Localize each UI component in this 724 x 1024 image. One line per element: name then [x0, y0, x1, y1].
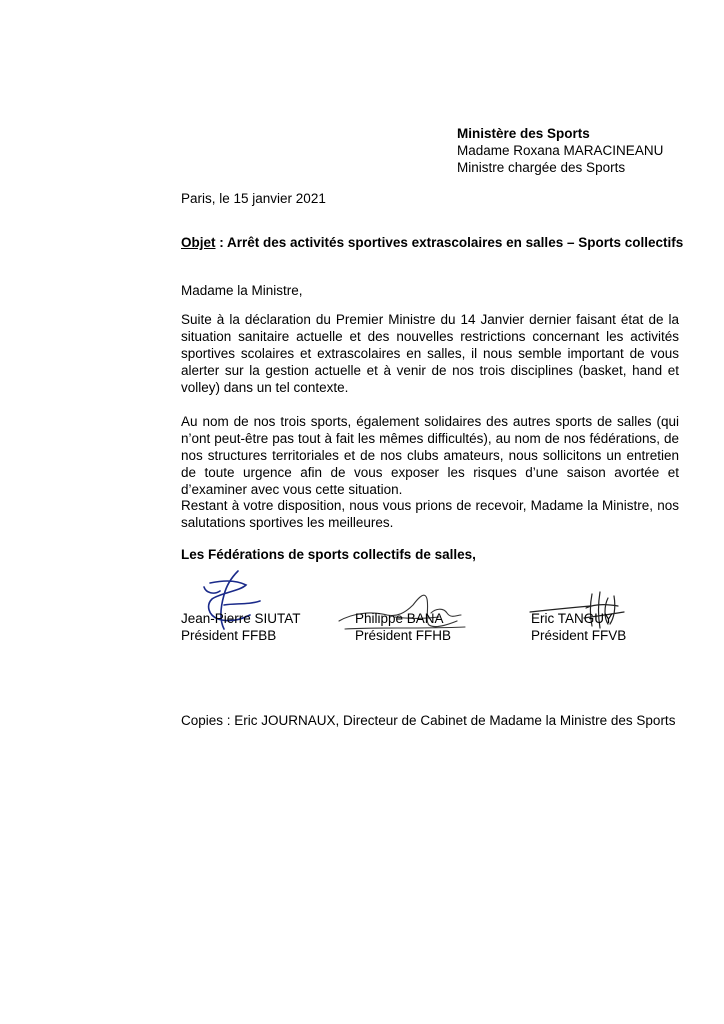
addressee-name: Madame Roxana MARACINEANU	[457, 143, 664, 158]
signatory-role: Président FFHB	[355, 628, 452, 643]
signatory-role: Président FFBB	[181, 628, 277, 643]
signatory-name: Philippe BANA	[355, 611, 444, 626]
body-paragraph-3: Restant à votre disposition, nous vous prions de recevoir, Madame la Ministre, nos salutations sportives les meilleures.	[181, 498, 679, 530]
subject-separator: :	[215, 235, 228, 250]
addressee-ministry: Ministère des Sports	[457, 126, 590, 141]
signatory-3	[531, 610, 626, 644]
subject-line	[181, 235, 683, 250]
subject-text: Arrêt des activités sportives extrascolaires en salles – Sports collectifs	[227, 235, 684, 250]
signatory-2	[355, 610, 451, 644]
salutation: Madame la Ministre,	[181, 283, 303, 298]
body-paragraph-2: Au nom de nos trois sports, également solidaires des autres sports de salles (qui n’ont peut-être pas tout à fait les mêmes difficultés), au nom de nos fédérations, de nos structures territoriales et de nos clubs amateurs, nous sollicitons un entretien de toute urgence afin de vous exposer les risques d’une saison avortée et d’examiner avec vous cette situation.	[181, 414, 679, 497]
copies-line: Copies : Eric JOURNAUX, Directeur de Cabinet de Madame la Ministre des Sports	[181, 713, 676, 728]
addressee-block	[457, 125, 663, 176]
subject-label: Objet	[181, 235, 216, 250]
body-paragraph-1: Suite à la déclaration du Premier Ministre du 14 Janvier dernier faisant état de la situation sanitaire actuelle et des nouvelles restrictions concernant les activités sportives scolaires et extrascolaires en salles, il nous semble important de vous alerter sur la gestion actuelle et à venir de nos trois disciplines (basket, hand et volley) dans un tel contexte.	[181, 312, 679, 395]
signatory-role: Président FFVB	[531, 628, 627, 643]
addressee-title: Ministre chargée des Sports	[457, 160, 626, 175]
letter-date: Paris, le 15 janvier 2021	[181, 191, 326, 206]
signatory-name: Jean-Pierre SIUTAT	[181, 611, 301, 626]
closing-line: Les Fédérations de sports collectifs de salles,	[181, 547, 476, 562]
signatory-1	[181, 610, 301, 644]
signatory-name: Eric TANGUY	[531, 611, 614, 626]
